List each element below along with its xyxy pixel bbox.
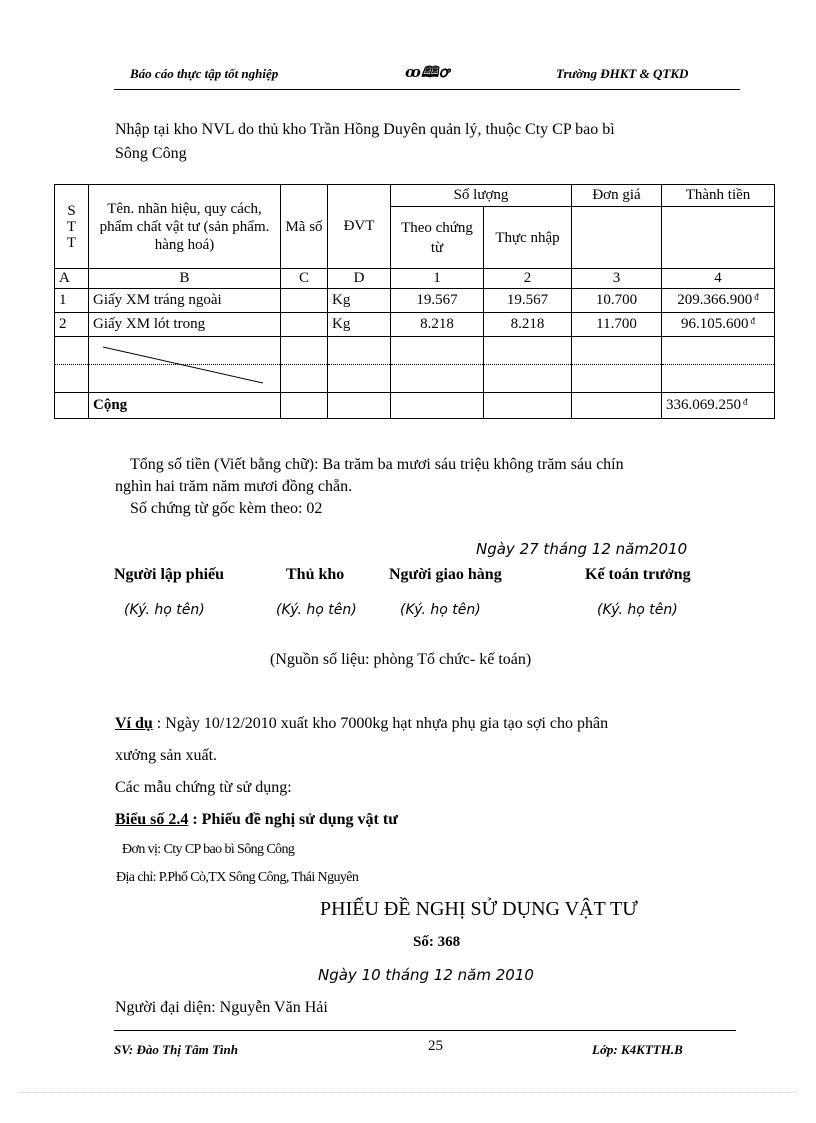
row-stt: 2: [55, 313, 89, 337]
form-heading: PHIẾU ĐỀ NGHỊ SỬ DỤNG VẬT TƯ: [320, 898, 638, 920]
header-price: Đơn giá: [572, 185, 662, 207]
code-c: C: [281, 269, 328, 289]
code-b: B: [89, 269, 281, 289]
row-code: [281, 289, 328, 313]
example-line-3: Các mẫu chứng từ sử dụng:: [115, 779, 292, 796]
page-bottom-dots: [20, 1092, 796, 1093]
form-date: Ngày 10 tháng 12 năm 2010: [318, 966, 534, 984]
row-code: [281, 313, 328, 337]
date-line: Ngày 27 tháng 12 năm2010: [476, 540, 688, 558]
form-label: Biểu số 2.4: [115, 811, 189, 828]
signature-sub-chief-accountant: (Ký. họ tên): [597, 602, 678, 618]
summary-line-3: Số chứng từ gốc kèm theo: 02: [130, 500, 323, 517]
header-qty-doc: Theo chứng từ: [391, 207, 484, 269]
code-4: 4: [662, 269, 775, 289]
header-stt: S T T: [55, 185, 89, 269]
header-price-empty: [572, 207, 662, 269]
header-code: Mã số: [281, 185, 328, 269]
page-number: 25: [428, 1038, 443, 1054]
row-qty-doc: 19.567: [391, 289, 484, 313]
header-qty-real: Thực nhập: [484, 207, 572, 269]
example-line-1: Ví dụ : Ngày 10/12/2010 xuất kho 7000kg hạt nhựa phụ gia tạo sợi cho phân: [115, 715, 609, 732]
signature-sub-deliverer: (Ký. họ tên): [400, 602, 481, 618]
row-amount: 209.366.900 $^đ$: [662, 289, 775, 313]
row-name: Giấy XM lót trong: [89, 313, 281, 337]
strike-cell: [89, 337, 281, 365]
receipt-table: [54, 184, 775, 419]
summary-line-1: Tổng số tiền (Viết bằng chữ): Ba trăm ba mươi sáu triệu không trăm sáu chín: [130, 456, 624, 473]
example-line-2: xưởng sản xuất.: [115, 747, 218, 764]
summary-line-2: nghìn hai trăm năm mươi đồng chẵn.: [115, 478, 353, 495]
source-note: (Nguồn số liệu: phòng Tổ chức- kế toán): [270, 651, 532, 668]
signature-title-deliverer: Người giao hàng: [389, 566, 502, 583]
row-stt: 1: [55, 289, 89, 313]
intro-line-2: Sông Công: [115, 145, 187, 162]
row-qty-real: 8.218: [484, 313, 572, 337]
total-amount: 336.069.250 $^đ$: [662, 393, 775, 419]
example-label: Ví dụ: [115, 715, 153, 732]
row-qty-real: 19.567: [484, 289, 572, 313]
signature-title-preparer: Người lập phiếu: [114, 566, 225, 583]
row-price: 11.700: [572, 313, 662, 337]
footer-rule: [114, 1030, 736, 1031]
signature-sub-preparer: (Ký. họ tên): [124, 602, 205, 618]
header-right: Trường ĐHKT & QTKD: [556, 66, 689, 81]
strike-line: [103, 341, 287, 381]
signature-sub-storekeeper: (Ký. họ tên): [276, 602, 357, 618]
table-row: [55, 289, 775, 313]
form-number: Số: 368: [413, 934, 461, 950]
form-address: Địa chỉ: P.Phố Cò,TX Sông Công, Thái Nguyên: [116, 870, 359, 885]
code-row: [55, 269, 775, 289]
table-row: [55, 313, 775, 337]
total-row: [55, 393, 775, 419]
code-d: D: [328, 269, 391, 289]
footer-left: SV: Đào Thị Tâm Tình: [114, 1042, 239, 1057]
form-unit: Đơn vị: Cty CP bao bì Sông Công: [122, 842, 295, 857]
form-caption: Biểu số 2.4 : Phiếu đề nghị sử dụng vật tư: [115, 811, 398, 828]
signature-title-chief-accountant: Kế toán trưởng: [585, 566, 691, 583]
code-3: 3: [572, 269, 662, 289]
footer-right: Lớp: K4KTTH.B: [592, 1042, 683, 1057]
row-amount: 96.105.600 $^đ$: [662, 313, 775, 337]
header-amount-empty: [662, 207, 775, 269]
row-unit: Kg: [328, 313, 391, 337]
row-unit: Kg: [328, 289, 391, 313]
form-representative: Người đại diện: Nguyễn Văn Hải: [115, 999, 328, 1016]
header-unit: ĐVT: [328, 185, 391, 269]
intro-line-1: Nhập tại kho NVL do thủ kho Trần Hồng Duyên quản lý, thuộc Cty CP bao bì: [115, 121, 615, 138]
code-1: 1: [391, 269, 484, 289]
total-label: Cộng: [89, 393, 281, 419]
header-left: Báo cáo thực tập tốt nghiệp: [130, 66, 279, 81]
code-2: 2: [484, 269, 572, 289]
header-amount: Thành tiền: [662, 185, 775, 207]
header-rule: [114, 89, 740, 90]
row-name: Giấy XM tráng ngoài: [89, 289, 281, 313]
code-a: A: [55, 269, 89, 289]
header-logo: ꝏ🕮ꝍ: [405, 65, 449, 81]
header-name: Tên. nhãn hiệu, quy cách, phẩm chất vật tư (sản phẩm. hàng hoá): [89, 185, 281, 269]
blank-row: [55, 337, 775, 365]
header-quantity: Số lượng: [391, 185, 572, 207]
row-price: 10.700: [572, 289, 662, 313]
row-qty-doc: 8.218: [391, 313, 484, 337]
signature-title-storekeeper: Thủ kho: [286, 566, 345, 583]
